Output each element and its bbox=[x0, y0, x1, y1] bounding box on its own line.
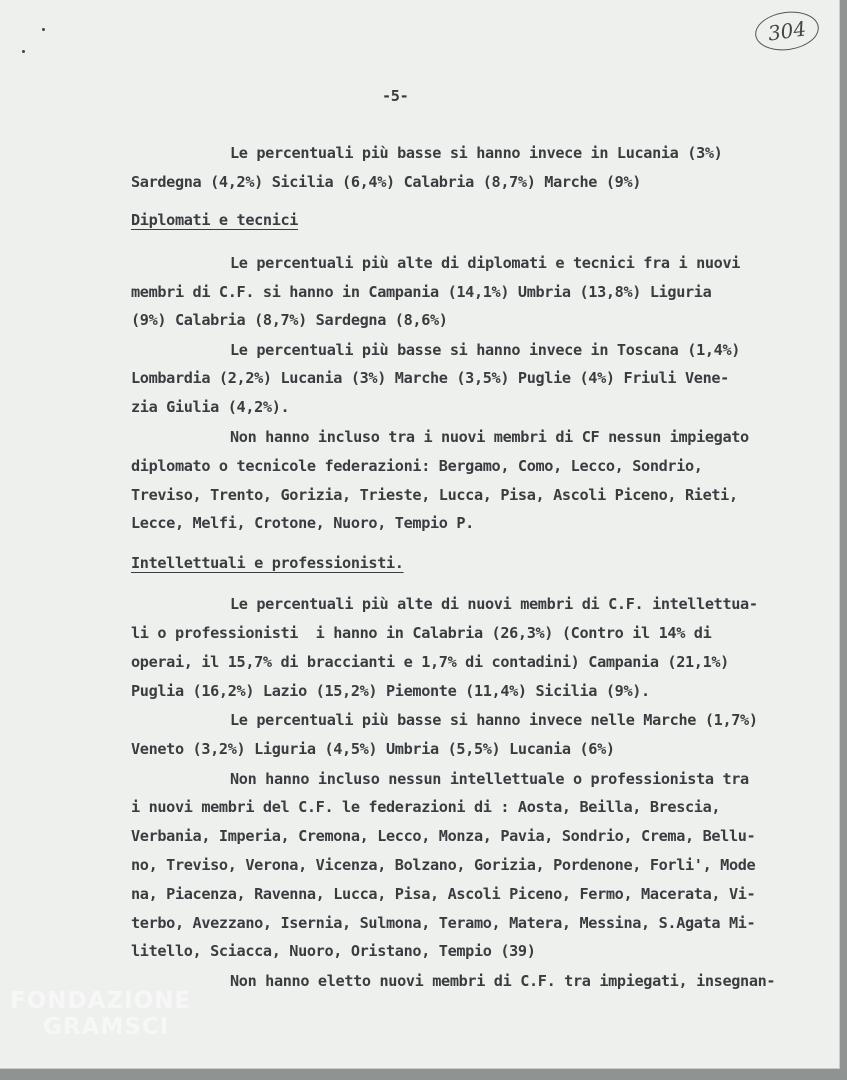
text-line: no, Treviso, Verona, Vicenza, Bolzano, Gorizia, Pordenone, Forli', Mode bbox=[131, 856, 756, 874]
text-line: Lombardia (2,2%) Lucania (3%) Marche (3,5%) Puglie (4%) Friuli Vene- bbox=[131, 369, 729, 387]
text-line: Le percentuali più alte di diplomati e tecnici fra i nuovi bbox=[230, 254, 741, 272]
text-line: Le percentuali più basse si hanno invece in Toscana (1,4%) bbox=[230, 341, 741, 359]
text-line: zia Giulia (4,2%). bbox=[131, 398, 290, 416]
text-line: Veneto (3,2%) Liguria (4,5%) Umbria (5,5%) Lucania (6%) bbox=[131, 740, 615, 758]
text-line: Non hanno eletto nuovi membri di C.F. tra impiegati, insegnan- bbox=[230, 972, 776, 990]
text-line: terbo, Avezzano, Isernia, Sulmona, Teramo, Matera, Messina, S.Agata Mi- bbox=[131, 914, 756, 932]
watermark-line2: GRAMSCI bbox=[43, 1014, 170, 1041]
text-line: Non hanno incluso nessun intellettuale o professionista tra bbox=[230, 770, 749, 788]
text-line: membri di C.F. si hanno in Campania (14,1%) Umbria (13,8%) Liguria bbox=[131, 283, 712, 301]
text-line: litello, Sciacca, Nuoro, Oristano, Tempio (39) bbox=[131, 942, 536, 960]
ink-dot bbox=[22, 50, 25, 53]
text-line: Puglia (16,2%) Lazio (15,2%) Piemonte (11,4%) Sicilia (9%). bbox=[131, 682, 650, 700]
watermark-line1: FONDAZIONE bbox=[10, 988, 192, 1014]
archive-number: 304 bbox=[753, 8, 822, 55]
watermark-logo bbox=[10, 988, 191, 1041]
text-line: Sardegna (4,2%) Sicilia (6,4%) Calabria (8,7%) Marche (9%) bbox=[131, 173, 642, 191]
text-line: diplomato o tecnicole federazioni: Bergamo, Como, Lecco, Sondrio, bbox=[131, 457, 703, 475]
text-line: Le percentuali più basse si hanno invece in Lucania (3%) bbox=[230, 144, 723, 162]
page-number: -5- bbox=[382, 87, 409, 105]
text-line: (9%) Calabria (8,7%) Sardegna (8,6%) bbox=[131, 311, 448, 329]
text-line: operai, il 15,7% di braccianti e 1,7% di contadini) Campania (21,1%) bbox=[131, 653, 729, 671]
section-heading-intellettuali: Intellettuali e professionisti. bbox=[131, 554, 404, 572]
text-line: li o professionisti i hanno in Calabria (26,3%) (Contro il 14% di bbox=[131, 624, 712, 642]
text-line: Lecce, Melfi, Crotone, Nuoro, Tempio P. bbox=[131, 514, 474, 532]
text-line: Le percentuali più basse si hanno invece nelle Marche (1,7%) bbox=[230, 711, 758, 729]
section-heading-diplomati: Diplomati e tecnici bbox=[131, 211, 299, 229]
text-line: Le percentuali più alte di nuovi membri di C.F. intellettua- bbox=[230, 595, 758, 613]
text-line: i nuovi membri del C.F. le federazioni di : Aosta, Beilla, Brescia, bbox=[131, 798, 721, 816]
text-line: Verbania, Imperia, Cremona, Lecco, Monza, Pavia, Sondrio, Crema, Bellu- bbox=[131, 827, 756, 845]
ink-dot bbox=[42, 28, 45, 31]
text-line: Non hanno incluso tra i nuovi membri di CF nessun impiegato bbox=[230, 428, 749, 446]
text-line: Treviso, Trento, Gorizia, Trieste, Lucca, Pisa, Ascoli Piceno, Rieti, bbox=[131, 486, 738, 504]
text-line: na, Piacenza, Ravenna, Lucca, Pisa, Ascoli Piceno, Fermo, Macerata, Vi- bbox=[131, 885, 756, 903]
